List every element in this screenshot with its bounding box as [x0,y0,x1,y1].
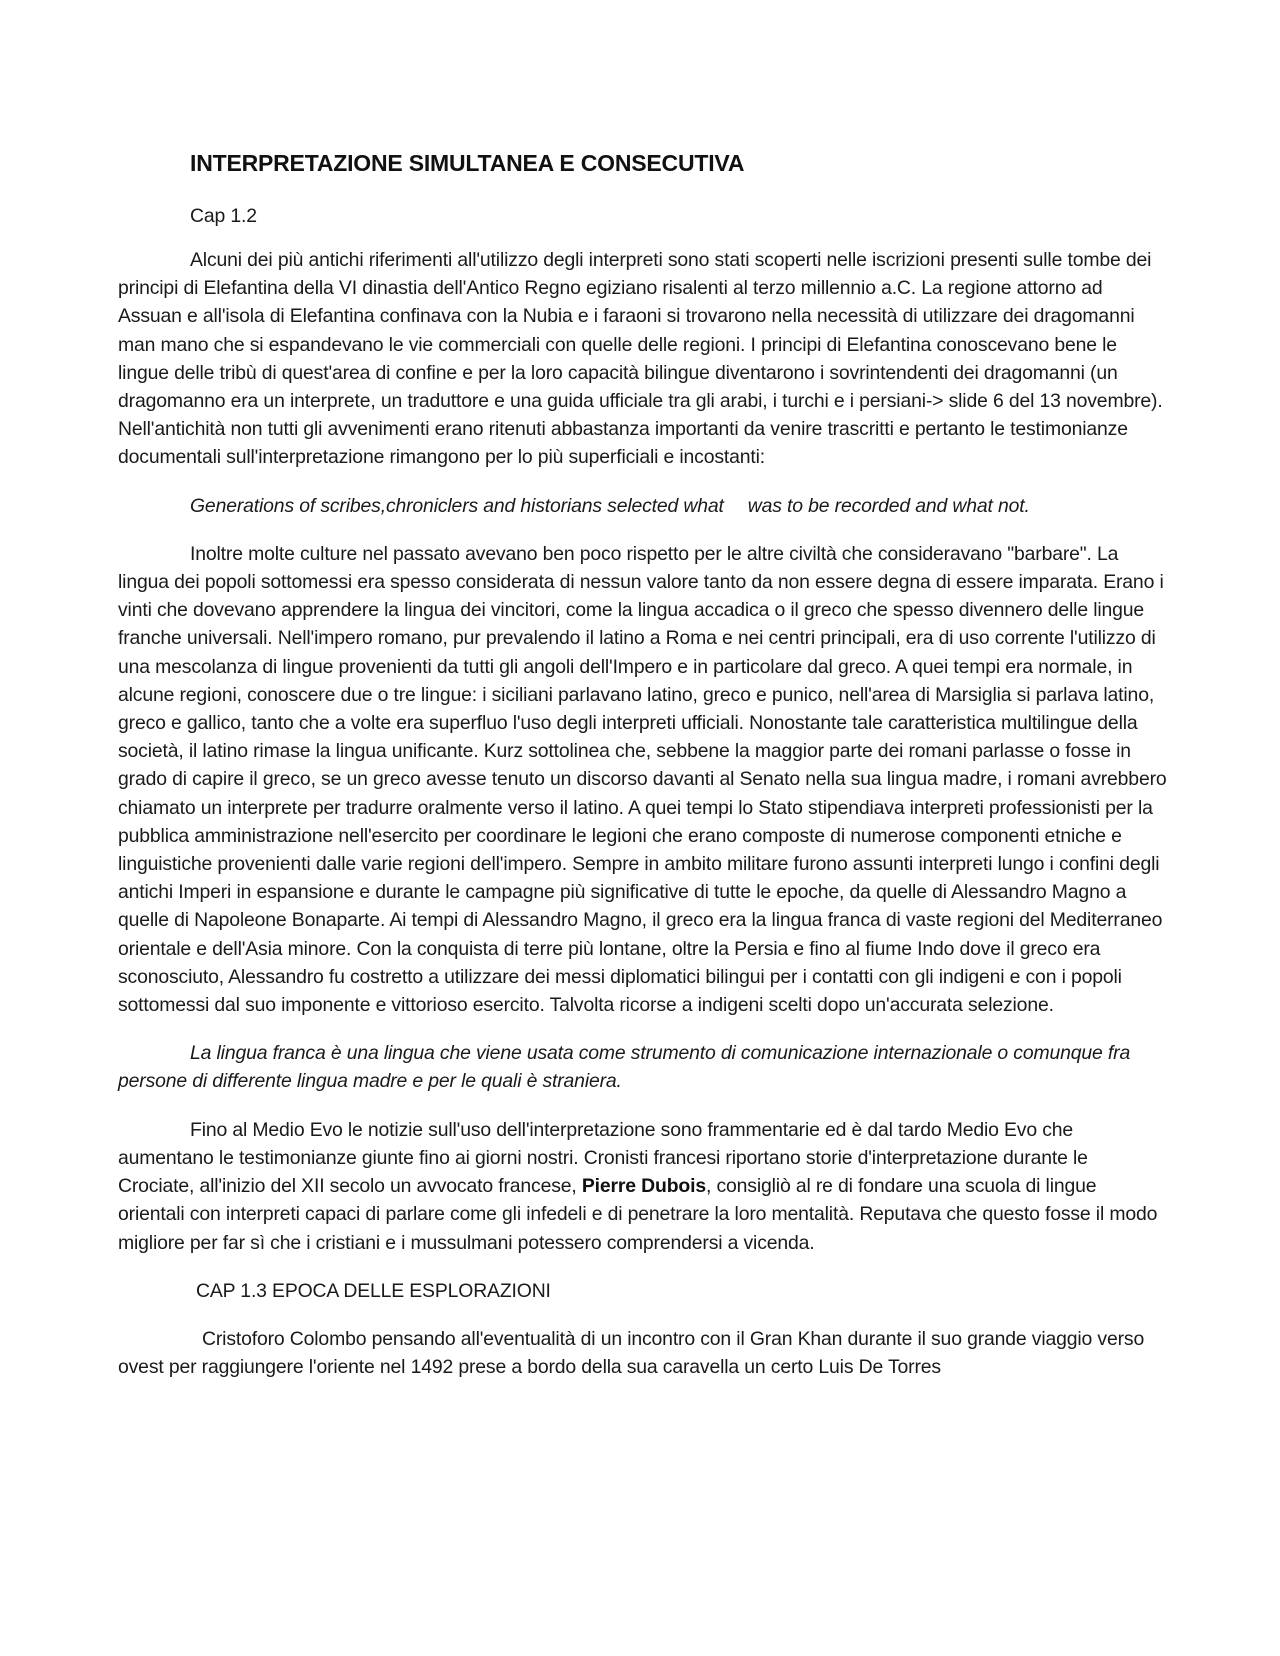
paragraph-medio-evo-text-b: , consigliò al re di fondare una scuola di lingue orientali con interpreti capaci di parlare come gli infedeli e di penetrare la loro mentalità. Reputava che questo fosse il modo migliore per far sì che i cristiani e i mussulmani potessero comprendersi a vicenda. [118,1175,1158,1254]
quote-scribes-part-a: Generations of scribes,chroniclers and historians selected what [190,494,724,517]
chapter-label: Cap 1.2 [190,205,257,227]
quote-lingua-franca: La lingua franca è una lingua che viene usata come strumento di comunicazione internazionale o comunque fra persone di differente lingua madre e per le quali è straniera. [118,1042,1131,1093]
paragraph-roman-empire: Inoltre molte culture nel passato avevano ben poco rispetto per le altre civiltà che consideravano "barbare". La lingua dei popoli sottomessi era spesso considerata di nessun valore tanto da non essere degna di essere imparata. Erano i vinti che dovevano apprendere la lingua dei vincitori, come la lingua accadica o il greco che spesso divennero delle lingue franche universali. Nell'impero romano, pur prevalendo il latino a Roma e nei centri principali, era di uso corrente l'utilizzo di una mescolanza di lingue provenienti da tutti gli angoli dell'Impero e in particolare dal greco. A quei tempi era normale, in alcune regioni, conoscere due o tre lingue: i siciliani parlavano latino, greco e punico, nell'area di Marsiglia si parlava latino, greco e gallico, tanto che a volte era superfluo l'uso degli interpreti ufficiali. Nonostante tale caratteristica multilingue della società, il latino rimase la lingua unificante. Kurz sottolinea che, sebbene la maggior parte dei romani parlasse o fosse in grado di capire il greco, se un greco avesse tenuto un discorso davanti al Senato nella sua lingua madre, i romani avrebbero chiamato un interprete per tradurre oralmente verso il latino. A quei tempi lo Stato stipendiava interpreti professionisti per la pubblica amministrazione nell'esercito per coordinare le legioni che erano composte di numerose componenti etniche e linguistiche provenienti dalle varie regioni dell'impero. Sempre in ambito militare furono assunti interpreti lungo i confini degli antichi Imperi in espansione e durante le campagne più significative di tutte le epoche, da quelle di Alessandro Magno a quelle di Napoleone Bonaparte. Ai tempi di Alessandro Magno, il greco era la lingua franca di vaste regioni del Mediterraneo orientale e dell'Asia minore. Con la conquista di terre più lontane, oltre la Persia e fino al fiume Indo dove il greco era sconosciuto, Alessandro fu costretto a utilizzare dei messi diplomatici bilingui per i contatti con gli indigeni e con i popoli sottomessi dal suo imponente e vittorioso esercito. Talvolta ricorse a indigeni scelti dopo un'accurata selezione. [118,542,1167,1017]
paragraph-colombo: Cristoforo Colombo pensando all'eventualità di un incontro con il Gran Khan durante il suo grande viaggio verso ovest per raggiungere l'oriente nel 1492 prese a bordo della sua caravella un certo Luis De Torres [118,1327,1145,1378]
quote-scribes-part-b: was to be recorded and what not. [747,494,1030,517]
paragraph-medio-evo [118,1116,1168,1257]
paragraph-medio-evo-text-a: Fino al Medio Evo le notizie sull'uso dell'interpretazione sono frammentarie ed è dal tardo Medio Evo che aumentano le testimonianze giunte fino ai giorni nostri. Cronisti francesi riportano storie d'interpretazione durante le Crociate, all'inizio del XII secolo un avvocato francese, [118,1118,1088,1198]
quote-scribes [118,492,1168,520]
section-heading-explorations: CAP 1.3 EPOCA DELLE ESPLORAZIONI [196,1279,551,1302]
document-page [118,148,1168,1401]
paragraph-elefantina: Alcuni dei più antichi riferimenti all'utilizzo degli interpreti sono stati scoperti nelle iscrizioni presenti sulle tombe dei principi di Elefantina della VI dinastia dell'Antico Regno egiziano risalenti al terzo millennio a.C. La regione attorno ad Assuan e all'isola di Elefantina confinava con la Nubia e i faraoni si trovarono nella necessità di utilizzare dei dragomanni man mano che si espandevano le vie commerciali con quelle delle regioni. I principi di Elefantina conoscevano bene le lingue delle tribù di quest'area di confine e per la loro capacità bilingue diventarono i sovrintendenti dei dragomanni (un dragomanno era un interprete, un traduttore e una guida ufficiale tra gli arabi, i turchi e i persiani-> slide 6 del 13 novembre). Nell'antichità non tutti gli avvenimenti erano ritenuti abbastanza importanti da venire trascritti e pertanto le testimonianze documentali sull'interpretazione rimangono per lo più superficiali e incostanti: [118,249,1163,469]
name-pierre-dubois: Pierre Dubois [581,1175,706,1198]
document-title: INTERPRETAZIONE SIMULTANEA E CONSECUTIVA [190,150,745,176]
